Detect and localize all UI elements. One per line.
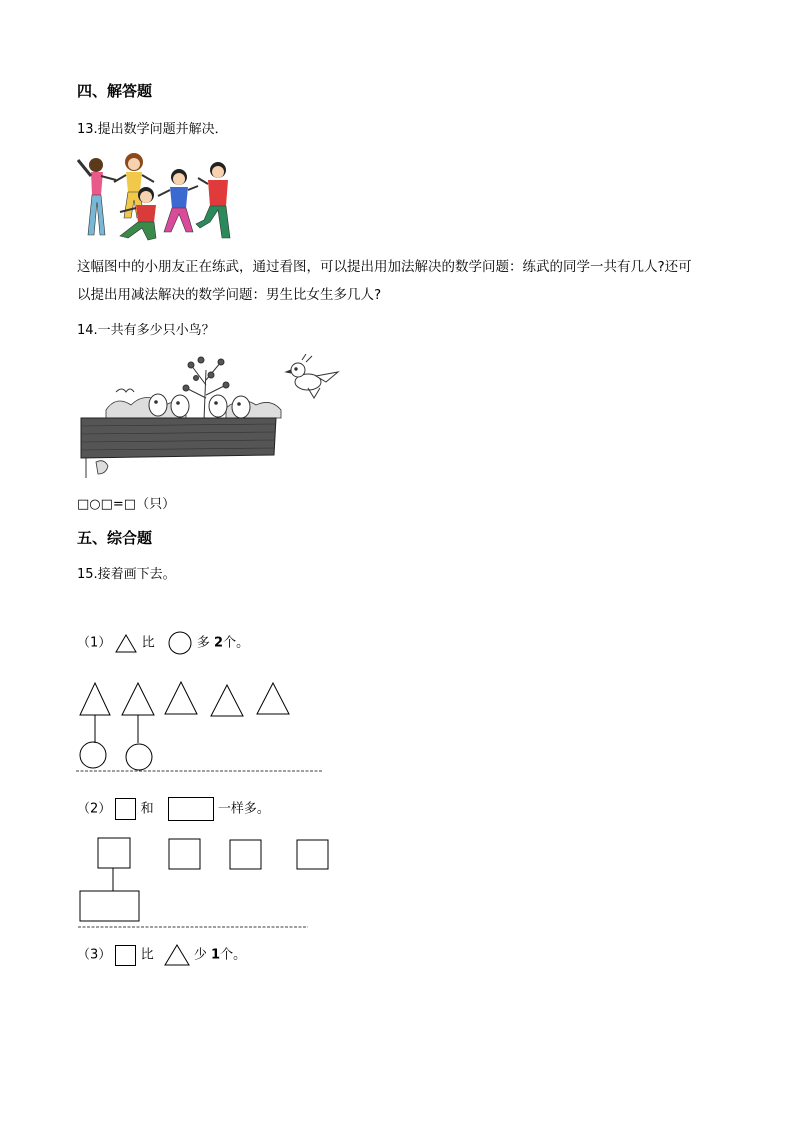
circle-shape — [80, 742, 106, 768]
part-2-prompt — [77, 797, 270, 821]
kid-figure — [78, 158, 116, 235]
part-1-word-more: 多 — [196, 635, 210, 651]
part-1-prompt — [77, 631, 249, 655]
rectangle-icon — [168, 797, 214, 821]
square-shape — [169, 839, 200, 869]
part-1-word-compare: 比 — [141, 635, 155, 651]
section-heading-4: 四、解答题 — [77, 82, 153, 100]
section-heading-5: 五、综合题 — [77, 529, 153, 547]
triangle-shape — [122, 683, 154, 715]
question-13-paragraph — [77, 253, 727, 309]
triangle-shape — [257, 683, 289, 714]
square-shape — [230, 840, 261, 869]
rectangle-shape — [80, 891, 139, 921]
square-icon — [115, 798, 136, 820]
triangle-icon — [164, 944, 190, 966]
martial-arts-kids-illustration — [76, 150, 236, 242]
question-13-line-1: 这幅图中的小朋友正在练武，通过看图，可以提出用加法解决的数学问题：练武的同学一共有几人?还可 — [77, 259, 692, 275]
part-2-number: （2） — [77, 801, 112, 817]
circle-shape — [126, 744, 152, 770]
question-13-line-2: 以提出用减法解决的数学问题：男生比女生多几人? — [77, 287, 382, 303]
circle-icon — [167, 631, 193, 655]
square-shape — [98, 838, 130, 868]
birds-illustration — [76, 350, 346, 485]
part-1-number: （1） — [77, 635, 112, 651]
triangle-icon — [115, 633, 137, 653]
part-1-unit: 个。 — [223, 635, 250, 651]
kid-figure — [196, 162, 230, 238]
part-1-drawing — [76, 680, 326, 776]
part-3-number: （3） — [77, 947, 112, 963]
triangle-shape — [80, 683, 110, 715]
question-14-title: 14.一共有多少只小鸟？ — [77, 323, 215, 338]
part-2-word-same: 一样多。 — [217, 801, 270, 817]
small-bird-drawing — [116, 389, 134, 392]
square-shape — [297, 840, 328, 869]
question-13-title: 13.提出数学问题并解决． — [77, 122, 228, 137]
part-3-count: 1 — [211, 947, 221, 963]
part-2-drawing — [78, 836, 333, 932]
flying-bird-drawing — [286, 354, 338, 398]
part-2-word-and: 和 — [140, 801, 154, 817]
part-1-count: 2 — [214, 635, 224, 651]
question-15-title: 15.接着画下去。 — [77, 567, 176, 582]
square-icon — [115, 945, 136, 966]
part-3-unit: 个。 — [220, 947, 247, 963]
part-3-word-compare: 比 — [140, 947, 154, 963]
part-3-prompt — [77, 944, 246, 966]
kid-figure — [158, 169, 198, 232]
question-14-answer: □○□=□（只） — [77, 497, 176, 512]
part-3-word-less: 少 — [193, 947, 207, 963]
triangle-shape — [211, 685, 243, 716]
small-bird-drawing — [96, 461, 108, 474]
triangle-shape — [165, 682, 197, 714]
